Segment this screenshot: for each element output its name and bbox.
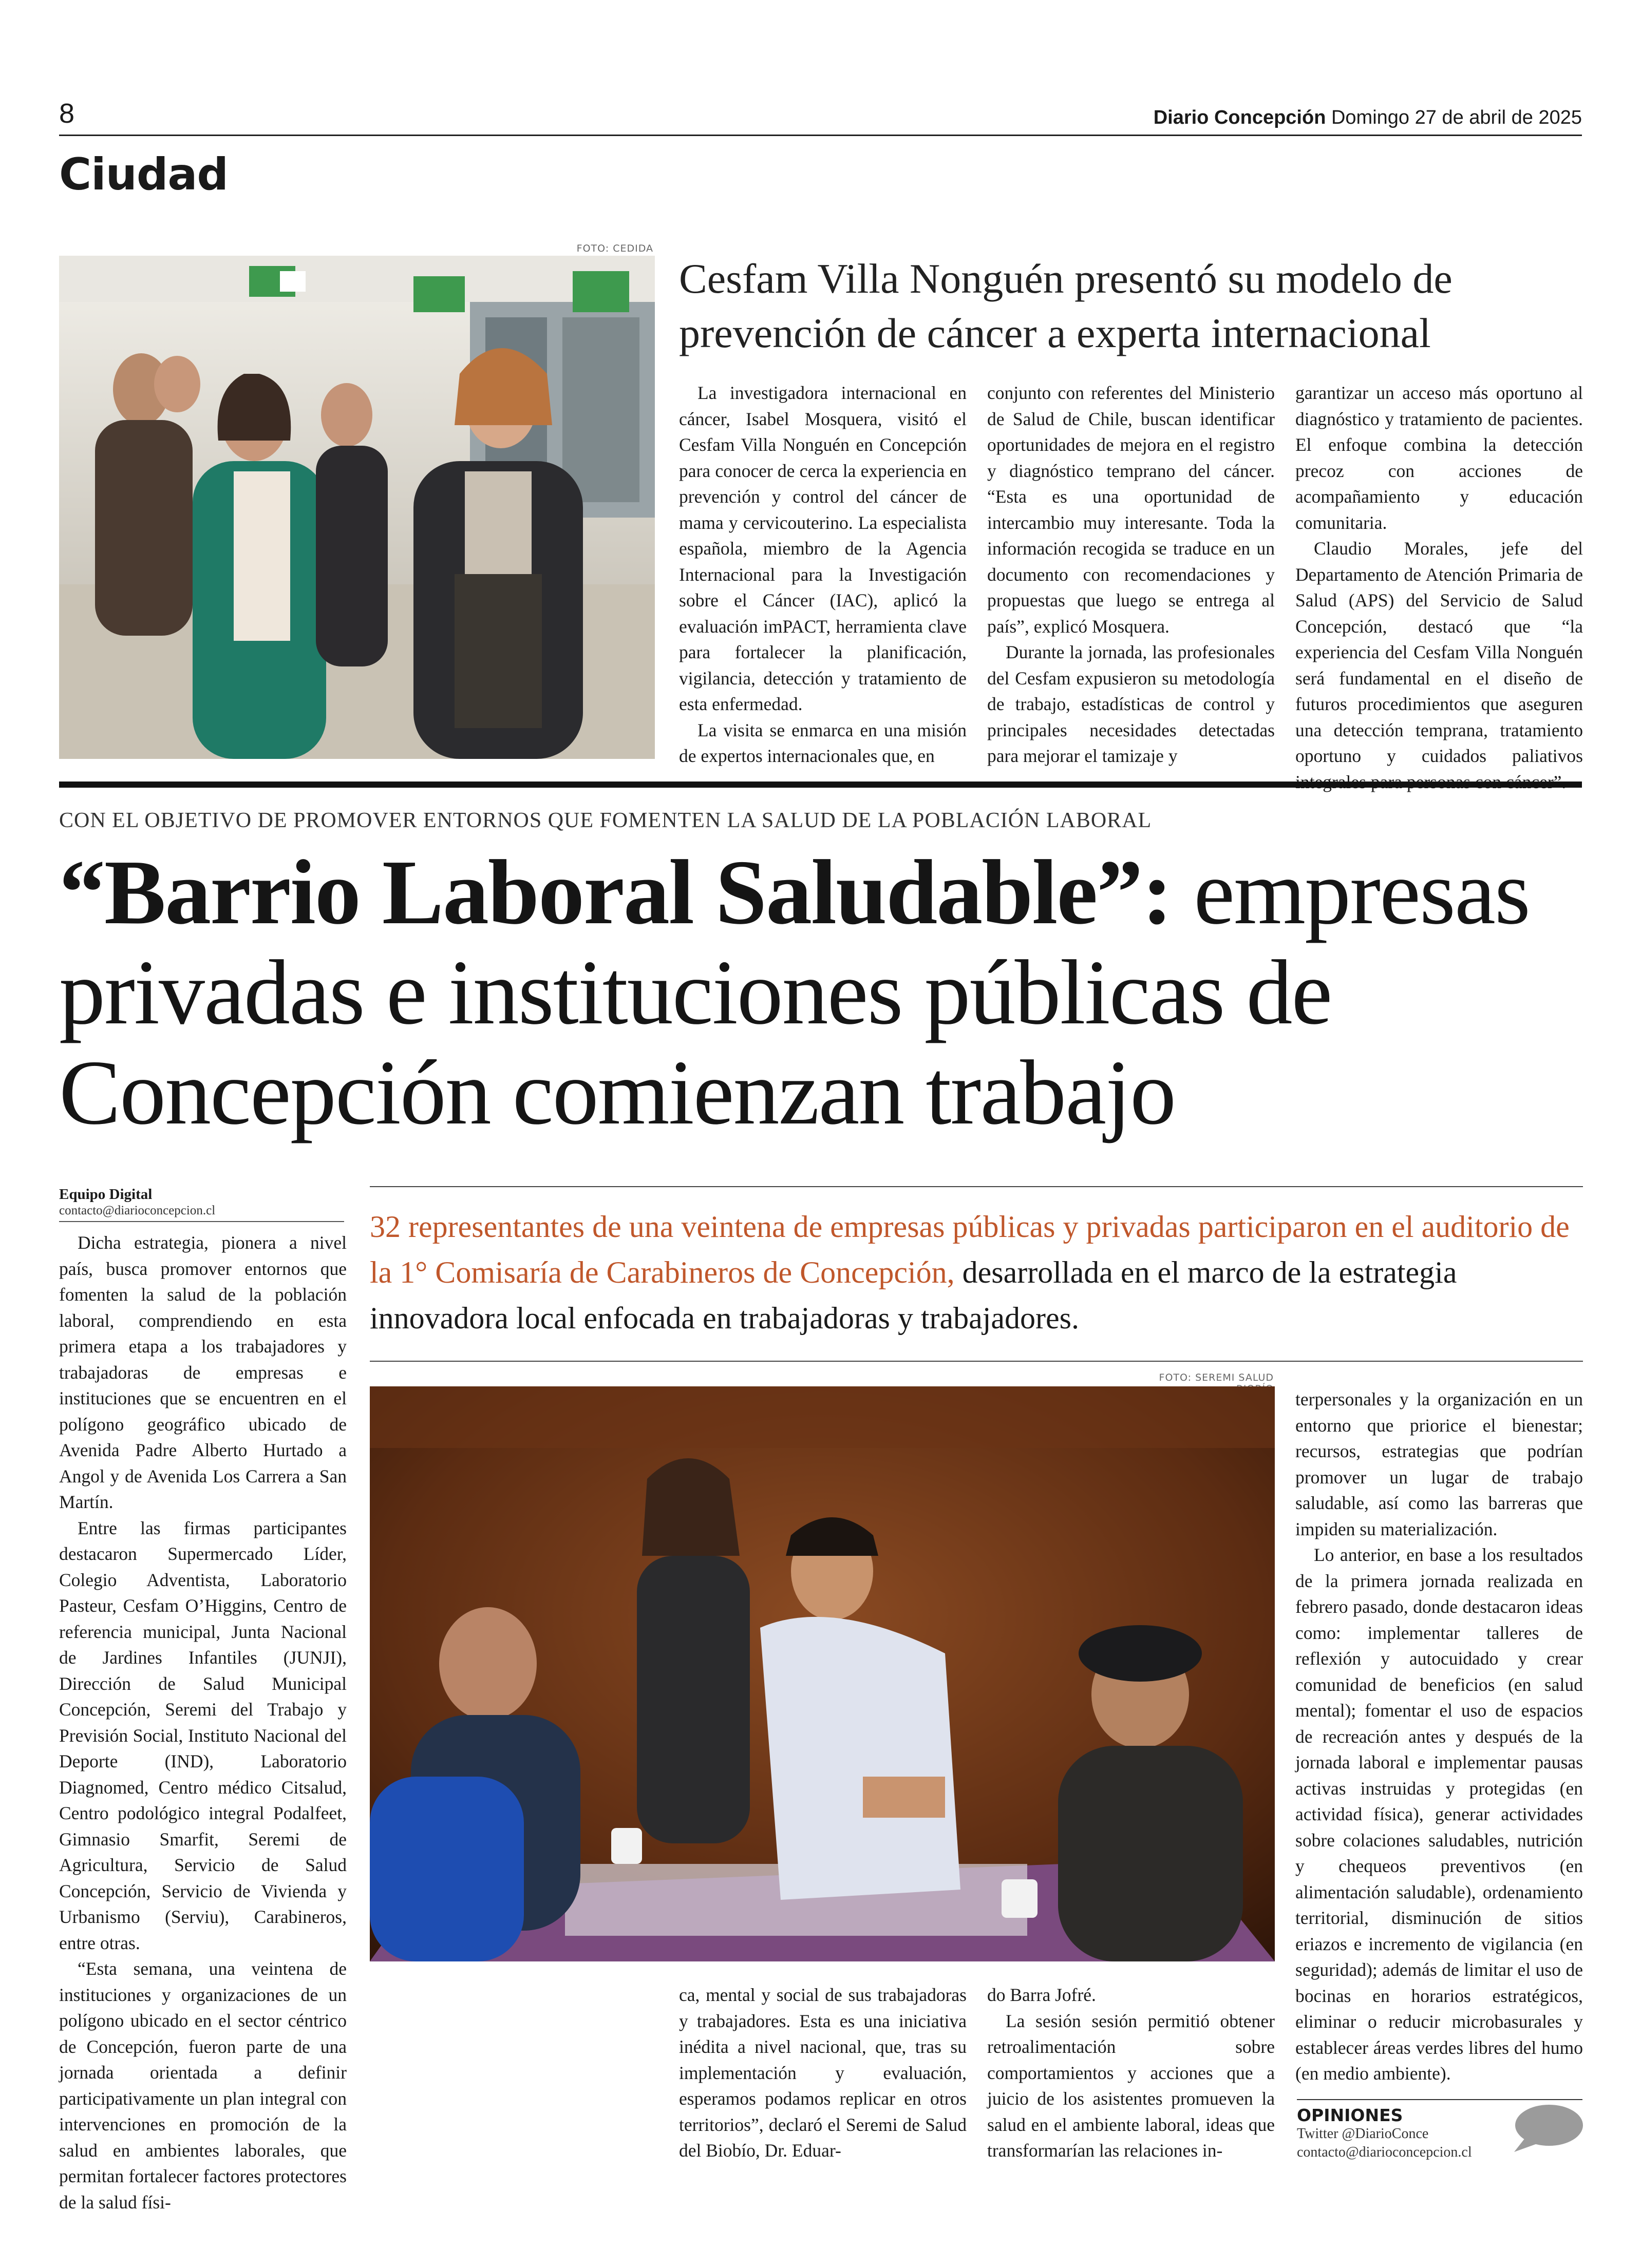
top-photo-credit: FOTO: CEDIDA: [576, 243, 653, 254]
opiniones-title: OPINIONES: [1297, 2105, 1403, 2125]
masthead: [1154, 107, 1582, 129]
paragraph: Durante la jornada, las profesionales del Cesfam expusieron su metodología de trabajo, estadísticas de control y principales necesidades detectadas para mejorar el tamizaje y: [987, 642, 1275, 766]
paragraph: do Barra Jofré.: [987, 1985, 1096, 2005]
paragraph: Lo anterior, en base a los resultados de la primera jornada realizada en febrero pasado, donde destacaron ideas como: implementar talleres de reflexión y autocuidado y crear comunidad de beneficios (en salud mental); fomentar el uso de espacios de recreación antes y después de la jornada laboral e implementar pausas activas instruidas y protegidas (en actividad física), generar actividades sobre colaciones saludables, nutrición y chequeos preventivos (en alimentación saludable), ordenamiento territorial, disminución de sitios eriazos e incremento de vigilancia (en seguridad); además de limitar el uso de bocinas en horarios estratégicos, eliminar o reducir microbasurales y establecer áreas verdes libres del humo (en medio ambiente).: [1295, 1545, 1583, 2084]
main-article-column-left: [59, 1230, 347, 2215]
headline-rest: empresas privadas e instituciones públicas de Concepción comienzan trabajo: [59, 841, 1530, 1143]
newspaper-name: Diario Concepción: [1153, 107, 1326, 128]
paragraph: “Esta semana, una veintena de instituciones y organizaciones de un polígono ubicado en el sector céntrico de Concepción, fueron parte de una jornada orientada a definir participativamente un plan integral con intervenciones en promoción de la salud en ambientes laborales, que permitan fortalecer factores protectores de la salud físi-: [59, 1958, 347, 2213]
section-divider: [59, 782, 1582, 788]
paragraph: conjunto con referentes del Ministerio de Salud de Chile, buscan identificar oportunidades de mejora en el registro y diagnóstico temprano del cáncer. “Esta es una oportunidad de intercambio muy interesante. Toda la información recogida se traduce en un documento con recomendaciones y propuestas que luego se entrega al país”, explicó Mosquera.: [987, 383, 1275, 637]
main-article-column-mid-2: [987, 1982, 1275, 2164]
lead-rest: desarrollada en el marco de la estrategia innovadora local enfocada en trabajadoras y trabajadores.: [370, 1255, 1457, 1335]
paragraph: Claudio Morales, jefe del Departamento de Atención Primaria de Salud (APS) del Servicio de Salud Concepción, destacó que “la experiencia del Cesfam Villa Nonguén será fundamental en el diseño de futuros procedimientos que aseguren una detección temprana, tratamiento oportuno y cuidados paliativos: [1295, 538, 1583, 766]
paragraph: La investigadora internacional en cáncer, Isabel Mosquera, visitó el Cesfam Villa Nonguén en Concepción para conocer de cerca la experiencia en prevención y control del cáncer de mama y cervicouterino. La especialista española, miembro de la Agencia Internacional para la Investigación sobre el Cáncer (IAC), aplicó la evaluación imPACT, herramienta clave para fortalecer la planificación, vigilancia, detección y tratamiento de esta enfermedad.: [679, 383, 967, 714]
section-name: Ciudad: [59, 149, 228, 200]
issue-date: Domingo 27 de abril de 2025: [1331, 107, 1582, 128]
top-article-photo: [59, 256, 655, 759]
lead-accent: 32 representantes de una veintena de empresas públicas y privadas participaron en el auditorio de la 1° Comisaría de Carabineros de Concepción,: [370, 1210, 1570, 1289]
workshop-photo-illustration: [370, 1386, 1275, 1961]
header-rule: [59, 135, 1582, 136]
paragraph: garantizar un acceso más oportuno al diagnóstico y tratamiento de pacientes. El enfoque combina la detección precoz con acciones de acompañamiento y educación comunitaria.: [1295, 383, 1583, 533]
byline-name: Equipo Digital: [59, 1186, 153, 1203]
paragraph: terpersonales y la organización en un entorno que priorice el bienestar; recursos, estrategias que podrían promover un lugar de trabajo saludable, así como las barreras que impiden su materialización.: [1295, 1389, 1583, 1539]
top-article-column-1: [679, 380, 967, 769]
main-photo-credit: FOTO: SEREMI SALUD: [1159, 1372, 1274, 1383]
speech-bubble-icon: [1510, 2103, 1585, 2156]
main-headline: [59, 842, 1590, 1142]
main-article-column-right: [1295, 1386, 1583, 2087]
paragraph: Entre las firmas participantes destacaron Supermercado Líder, Colegio Adventista, Laboratorio Pasteur, Cesfam O’Higgins, Centro de referencia municipal, Junta Nacional de Jardines Infantiles (JUNJI), Dirección de Salud Municipal Concepción, Seremi del Trabajo y Previsión Social, Instituto Nacional del Deporte (IND), Laboratorio Diagnomed, Centro médico Citsalud, Centro podológico integral Podalfeet, Gimnasio Smarfit, Seremi de Agricultura, Servicio de Salud Concepción, Servicio de Vivienda y Urbanismo (Serviu), Carabineros, entre otras.: [59, 1517, 347, 1953]
page-number: 8: [59, 98, 75, 129]
main-article-photo: [370, 1386, 1275, 1961]
top-article-column-2: [987, 380, 1275, 769]
top-article-column-3: [1295, 380, 1583, 795]
article-kicker: CON EL OBJETIVO DE PROMOVER ENTORNOS QUE FOMENTEN LA SALUD DE LA POBLACIÓN LABORAL: [59, 809, 1152, 832]
paragraph: Dicha estrategia, pionera a nivel país, busca promover entornos que fomenten la salud de la población laboral, comprendiendo en esta primera etapa a los trabajadores y trabajadoras de empresas e instituciones que se encuentren en el polígono geográfico ubicado de Avenida Padre Alberto Hurtado a Angol y de Avenida Los Carrera a San Martín.: [59, 1232, 347, 1512]
opiniones-twitter: Twitter @DiarioConce: [1297, 2126, 1429, 2142]
main-article-column-mid-1: [679, 1982, 967, 2164]
hallway-photo-illustration: [59, 256, 655, 759]
paragraph: La sesión sesión permitió obtener retroalimentación sobre comportamientos y acciones que a juicio de los asistentes promueven la salud en el ambiente laboral, ideas que transformarían las relaciones in-: [987, 2010, 1275, 2161]
article-lead: [370, 1204, 1587, 1341]
lead-rule-top: [370, 1186, 1583, 1187]
headline-bold-part: “Barrio Laboral Saludable”:: [59, 841, 1172, 943]
paragraph: ca, mental y social de sus trabajadoras y trabajadores. Esta es una iniciativa inédita a nivel nacional, que, tras su implementación y evaluación, esperamos podamos replicar en otros territorios”, declaró el Seremi de Salud del Biobío, Dr. Eduar-: [679, 1985, 967, 2161]
byline-email: contacto@diarioconcepcion.cl: [59, 1204, 216, 1217]
opiniones-rule: [1297, 2099, 1582, 2100]
byline-rule: [59, 1221, 344, 1222]
lead-rule-bottom: [370, 1361, 1583, 1362]
opiniones-email: contacto@diarioconcepcion.cl: [1297, 2144, 1472, 2160]
paragraph: La visita se enmarca en una misión de expertos internacionales que, en: [679, 719, 967, 766]
top-article-title: Cesfam Villa Nonguén presentó su modelo de prevención de cáncer a experta internacional: [679, 255, 1453, 356]
